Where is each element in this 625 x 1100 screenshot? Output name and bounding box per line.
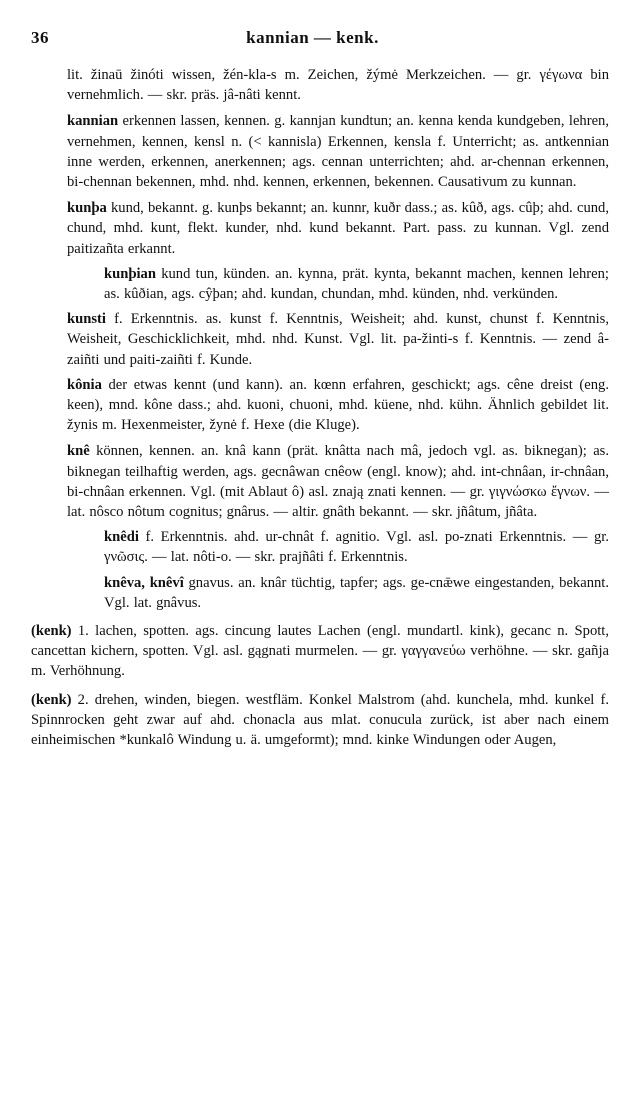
entry-continuation xyxy=(67,65,609,105)
entry-text: der etwas kennt (und kann). an. kœnn erfahren, geschickt; ags. cêne dreist (eng. keen), mnd. kône dass.; ahd. kuoni, chuoni, mhd. küene, nhd. kühn. Ähnlich gebildet lit. žynis m. Hexenmeister, žynė f. Hexe (die Kluge). xyxy=(67,376,609,434)
entry-headword: kônia xyxy=(67,376,102,393)
entry-headword: knêdi xyxy=(104,529,139,546)
entry-kannian xyxy=(67,111,609,192)
entry-kunsti xyxy=(67,309,609,370)
entry-kenk-1 xyxy=(31,621,609,682)
entry-knêdi xyxy=(104,527,609,567)
entry-headword: (kenk) xyxy=(31,691,72,708)
entry-headword: (kenk) xyxy=(31,623,72,640)
entry-text: gnavus. an. knâr tüchtig, tapfer; ags. ge-cnǣwe eingestanden, bekannt. Vgl. lat. gnâvus. xyxy=(104,574,609,611)
entry-headword: kunþa xyxy=(67,200,107,217)
entry-text: 2. drehen, winden, biegen. westfläm. Konkel Malstrom (ahd. kunchela, mhd. kunkel f. Spinnrocken geht zwar auf ahd. chonacla aus mlat. conucula zurück, ist aber nach einem einheimischen *kunkalô Windung u. ä. umgeformt); mnd. kinke Windungen oder Augen, xyxy=(31,691,609,749)
entry-text: lit. žinaū žinóti wissen, žén-kla-s m. Zeichen, žýmė Merkzeichen. — gr. γέγωνα bin vernehmlich. — skr. präs. jâ-nâti kennt. xyxy=(67,67,609,104)
entry-text: kund, bekannt. g. kunþs bekannt; an. kunnr, kuðr dass.; as. kûð, ags. cûþ; ahd. cund, chund, mhd. kunt, flekt. kunder, nhd. kund bekannt. Part. pass. zu kunnan. Vgl. zend paitizañta erkannt. xyxy=(67,200,609,257)
entry-headword: kannian xyxy=(67,113,119,130)
entry-kunþian xyxy=(104,264,609,304)
entry-kenk-2 xyxy=(31,690,609,751)
page-body xyxy=(0,66,625,755)
entry-text: f. Erkenntnis. as. kunst f. Kenntnis, Weisheit; ahd. kunst, chunst f. Kenntnis, Weisheit, Geschicklichkeit, mhd. nhd. Kunst. Vgl. lit. pa-žinti-s f. Kenntnis. — zend â-zaiñti und paiti-zaiñti f. Kunde. xyxy=(67,311,609,368)
running-head: kannian — kenk. xyxy=(246,28,379,47)
entry-text: 1. lachen, spotten. ags. cincung lautes Lachen (engl. mundartl. kink), gecanc n. Spott, cancettan kichern, spotten. Vgl. asl. gągnati murmelen. — gr. γαγγανεύω verhöhne. — skr. gañja m. Verhöhnung. xyxy=(31,623,609,680)
entry-text: erkennen lassen, kennen. g. kannjan kundtun; an. kenna kenda kundgeben, lehren, vernehmen, kennen, kensl n. (< kannisla) Erkennen, kensla f. Unterricht; as. antkennian inne werden, erkennen, anerkennen; ags. cennan unterrichten; ahd. ar-chennan erkennen, bi-chennan bekennen, mhd. nhd. kennen, erkennen, bekennen. Causativum zu kunnan. xyxy=(67,113,609,191)
entry-text: kund tun, künden. an. kynna, prät. kynta, bekannt machen, kennen lehren; as. kûðian, ags. cŷþan; ahd. kundan, chundan, mhd. künden, nhd. verkünden. xyxy=(104,265,609,303)
entry-kunþa xyxy=(67,198,609,259)
page-number: 36 xyxy=(31,28,49,47)
entry-headword: knêva, knêvî xyxy=(104,574,184,591)
entry-text: f. Erkenntnis. ahd. ur-chnât f. agnitio. Vgl. asl. po-znati Erkenntnis. — gr. γνῶσις. — lat. nôti-o. — skr. prajñâti f. Erkenntnis. xyxy=(104,529,609,566)
entry-headword: knê xyxy=(67,443,90,460)
entry-headword: kunþian xyxy=(104,265,156,282)
entry-headword: kunsti xyxy=(67,311,106,328)
entry-kônia xyxy=(67,375,609,436)
entry-text: können, kennen. an. knâ kann (prät. knâtta nach mâ, jedoch vgl. as. biknegan); as. biknegan teilhaftig werden, ags. gecnâwan cnêow (engl. know); ahd. int-chnâan, ir-chnâan, bi-chnâan erkennen. Vgl. (mit Ablaut ô) asl. znają znati kennen. — gr. γιγνώσκω ἔγνων. — lat. nôsco nôtum cognitus; gnârus. — altir. gnâth bekannt. — skr. jñâtum, jñâta. xyxy=(67,443,609,521)
page-header xyxy=(0,28,625,52)
entry-knê xyxy=(67,441,609,522)
entry-knêva xyxy=(104,573,609,613)
